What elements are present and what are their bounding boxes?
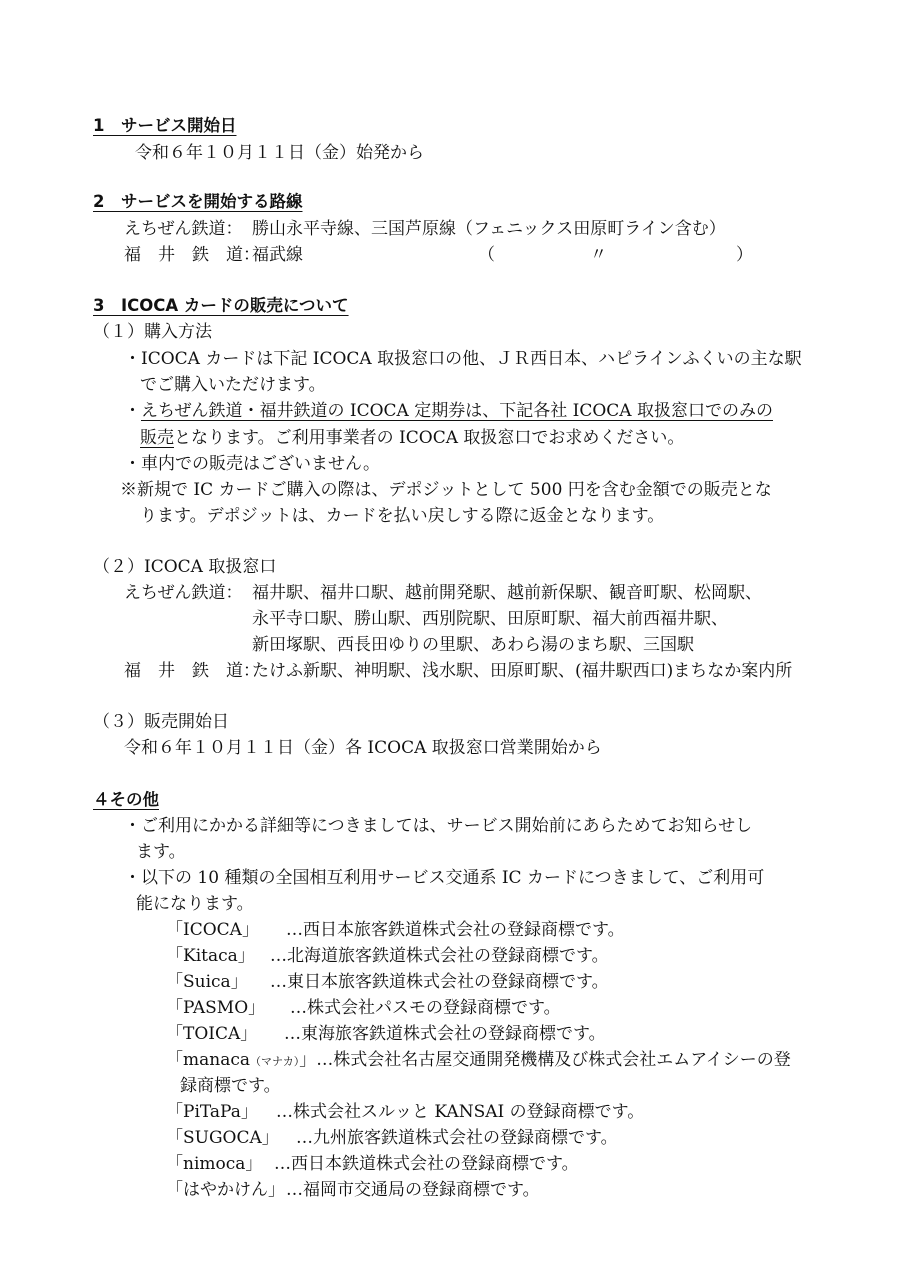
- card-name-hayakaken: 「はやかけん」: [166, 1180, 285, 1200]
- card-name-nimoca: 「nimoca」: [166, 1154, 263, 1174]
- sub1-title: （１）購入方法: [93, 322, 212, 342]
- section-2-heading: 2 サービスを開始する路線: [93, 192, 303, 211]
- card-name-suica: 「Suica」: [166, 972, 248, 992]
- sub2-echizen-label: えちぜん鉄道：: [124, 583, 243, 603]
- card-name-kitaca: 「Kitaca」: [166, 946, 255, 966]
- sub2-fukui-label: 福 井 鉄 道：: [124, 661, 260, 681]
- sub3-title: （３）販売開始日: [93, 712, 229, 732]
- manaca-reading: （マナカ）: [250, 1055, 300, 1068]
- card-desc-icoca: …西日本旅客鉄道株式会社の登録商標です。: [286, 920, 625, 940]
- section-1-heading: 1 サービス開始日: [93, 116, 237, 135]
- fukui-paren-close: ）: [736, 245, 753, 265]
- manaca-name: 「manaca: [166, 1050, 250, 1070]
- sub1-bullet3: ・車内での販売はございません。: [124, 454, 381, 474]
- s4-bullet2-line2: 能になります。: [136, 894, 254, 914]
- card-desc-manaca-line2: 録商標です。: [180, 1076, 281, 1096]
- sub2-fukui-stations: たけふ新駅、神明駅、浅水駅、田原町駅、(福井駅西口)まちなか案内所: [252, 661, 793, 681]
- card-desc-suica: …東日本旅客鉄道株式会社の登録商標です。: [270, 972, 609, 992]
- card-name-sugoca: 「SUGOCA」: [166, 1128, 279, 1148]
- sub2-echizen-stations-3: 新田塚駅、西長田ゆりの里駅、あわら湯のまち駅、三国駅: [252, 635, 694, 655]
- card-desc-kitaca: …北海道旅客鉄道株式会社の登録商標です。: [270, 946, 609, 966]
- deposit-note-line1: ※新規で IC カードご購入の際は、デポジットとして 500 円を含む金額での販売とな: [120, 480, 772, 500]
- section-4-heading: ４その他: [93, 790, 159, 809]
- sub2-echizen-stations-2: 永平寺口駅、勝山駅、西別院駅、田原町駅、福大前西福井駅、: [252, 609, 728, 629]
- sub2-title: （２）ICOCA 取扱窓口: [93, 557, 277, 577]
- card-name-toica: 「TOICA」: [166, 1024, 258, 1044]
- card-desc-toica: …東海旅客鉄道株式会社の登録商標です。: [284, 1024, 606, 1044]
- card-desc-pitapa: …株式会社スルッと KANSAI の登録商標です。: [276, 1102, 645, 1122]
- card-desc-nimoca: …西日本鉄道株式会社の登録商標です。: [274, 1154, 579, 1174]
- bullet-dot: ・: [124, 401, 141, 421]
- s4-bullet1-line1: ・ご利用にかかる詳細等につきましては、サービス開始前にあらためてお知らせし: [124, 816, 753, 836]
- sub2-echizen-stations-1: 福井駅、福井口駅、越前開発駅、越前新保駅、観音町駅、松岡駅、: [252, 583, 762, 603]
- card-name-pitapa: 「PiTaPa」: [166, 1102, 258, 1122]
- ticket-sale-notice-end: 販売: [140, 428, 174, 448]
- s4-bullet2-line1: ・以下の 10 種類の全国相互利用サービス交通系 IC カードにつきまして、ご利用可: [124, 868, 765, 888]
- fukui-lines: 福武線: [252, 245, 303, 265]
- deposit-note-line2: ります。デポジットは、カードを払い戻しする際に返金となります。: [140, 506, 665, 526]
- fukui-label: 福 井 鉄 道：: [124, 245, 260, 265]
- section-3-heading: 3 ICOCA カードの販売について: [93, 296, 349, 315]
- card-name-manaca: [166, 1052, 791, 1069]
- echizen-lines: 勝山永平寺線、三国芦原線（フェニックス田原町ライン含む）: [252, 219, 726, 239]
- sub1-bullet2-line1: [124, 403, 773, 420]
- sale-start-date: 令和６年１０月１１日（金）各 ICOCA 取扱窓口営業開始から: [124, 738, 602, 758]
- fukui-ditto-mark: 〃: [590, 245, 607, 265]
- ticket-sale-notice-rest: となります。ご利用事業者の ICOCA 取扱窓口でお求めください。: [174, 428, 685, 448]
- service-start-date: 令和６年１０月１１日（金）始発から: [135, 143, 424, 163]
- card-name-icoca: 「ICOCA」: [166, 920, 259, 940]
- card-desc-manaca: …株式会社名古屋交通開発機構及び株式会社エムアイシーの登: [316, 1050, 791, 1070]
- manaca-close: 」: [299, 1050, 317, 1070]
- card-desc-sugoca: …九州旅客鉄道株式会社の登録商標です。: [296, 1128, 618, 1148]
- fukui-paren-open: （: [478, 245, 495, 265]
- s4-bullet1-line2: ます。: [136, 842, 186, 862]
- card-desc-hayakaken: …福岡市交通局の登録商標です。: [286, 1180, 540, 1200]
- echizen-label: えちぜん鉄道：: [124, 219, 243, 239]
- card-name-pasmo: 「PASMO」: [166, 998, 266, 1018]
- sub1-bullet1-line1: ・ICOCA カードは下記 ICOCA 取扱窓口の他、ＪＲ西日本、ハピラインふくいの主な駅: [124, 349, 802, 369]
- sub1-bullet2-line2: [140, 430, 684, 447]
- card-desc-pasmo: …株式会社パスモの登録商標です。: [290, 998, 561, 1018]
- sub1-bullet1-line2: でご購入いただけます。: [140, 375, 326, 395]
- ticket-sale-notice: えちぜん鉄道・福井鉄道の ICOCA 定期券は、下記各社 ICOCA 取扱窓口でのみの: [141, 401, 773, 421]
